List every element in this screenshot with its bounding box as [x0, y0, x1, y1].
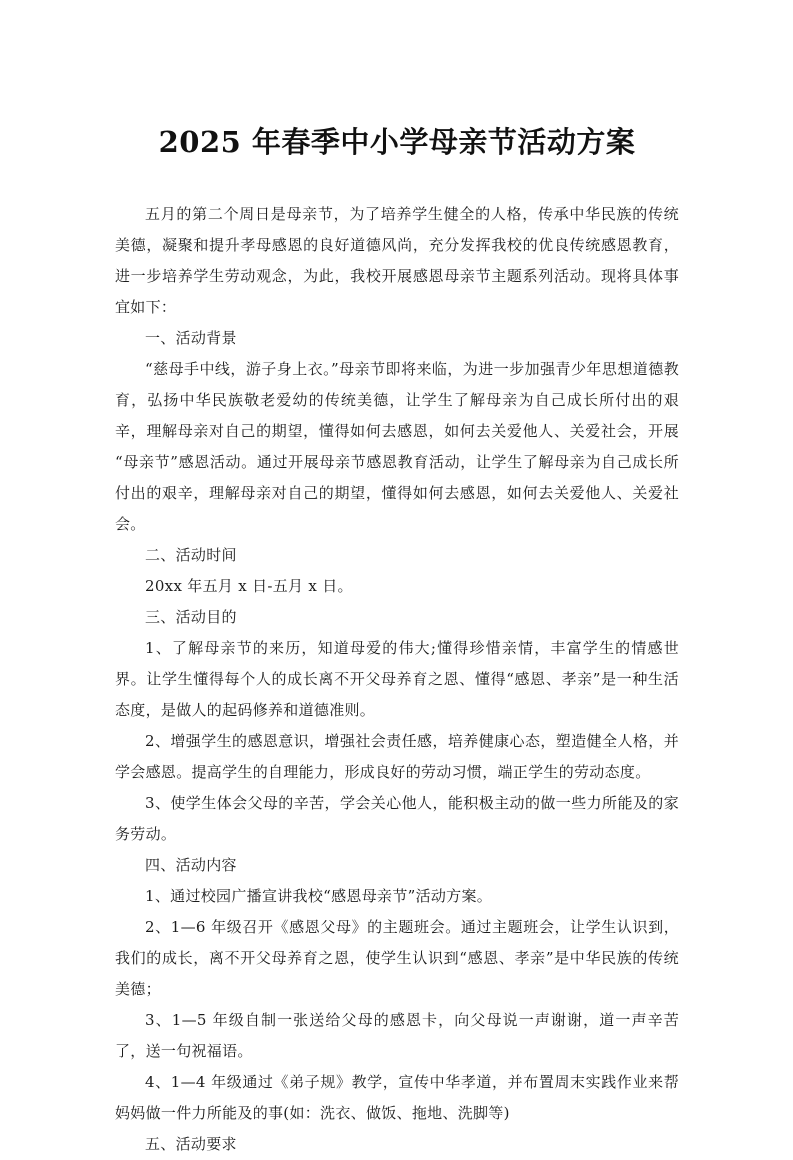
document-title: 2025 年春季中小学母亲节活动方案 [158, 125, 636, 159]
paragraph: 3、1—5 年级自制一张送给父母的感恩卡，向父母说一声谢谢，道一声辛苦了，送一句祝福语。 [115, 1011, 679, 1060]
paragraph: 2、1—6 年级召开《感恩父母》的主题班会。通过主题班会，让学生认识到，我们的成长，离不开父母养育之恩，使学生认识到“感恩、孝亲”是中华民族的传统美德； [115, 918, 679, 998]
paragraph: 1、通过校园广播宣讲我校“感恩母亲节”活动方案。 [145, 887, 493, 905]
paragraph: 1、了解母亲节的来历，知道母爱的伟大;懂得珍惜亲情，丰富学生的情感世界。让学生懂得每个人的成长离不开父母养育之恩、懂得“感恩、孝亲”是一种生活态度，是做人的起码修养和道德准则。 [115, 639, 679, 719]
section-heading: 五、活动要求 [145, 1135, 237, 1153]
paragraph: 2、增强学生的感恩意识，增强社会责任感，培养健康心态，塑造健全人格，并学会感恩。提高学生的自理能力，形成良好的劳动习惯，端正学生的劳动态度。 [115, 732, 679, 781]
section-heading: 二、活动时间 [145, 546, 237, 564]
paragraph: 4、1—4 年级通过《弟子规》教学，宣传中华孝道，并布置周末实践作业来帮妈妈做一件力所能及的事(如：洗衣、做饭、拖地、洗脚等) [115, 1073, 679, 1122]
paragraph: 3、使学生体会父母的辛苦，学会关心他人，能积极主动的做一些力所能及的家务劳动。 [115, 794, 679, 843]
paragraph: 20xx 年五月 x 日-五月 x 日。 [145, 577, 353, 595]
document-body [115, 199, 679, 1160]
paragraph: “慈母手中线，游子身上衣。”母亲节即将来临，为进一步加强青少年思想道德教育，弘扬中华民族敬老爱幼的传统美德，让学生了解母亲为自己成长所付出的艰辛，理解母亲对自己的期望，懂得如何去感恩，如何去关爱他人、关爱社会，开展“母亲节”感恩活动。通过开展母亲节感恩教育活动，让学生了解母亲为自己成长所付出的艰辛，理解母亲对自己的期望，懂得如何去感恩，如何去关爱他人、关爱社会。 [115, 360, 679, 533]
section-heading: 三、活动目的 [145, 608, 237, 626]
paragraph: 五月的第二个周日是母亲节，为了培养学生健全的人格，传承中华民族的传统美德，凝聚和提升孝母感恩的良好道德风尚，充分发挥我校的优良传统感恩教育，进一步培养学生劳动观念，为此，我校开展感恩母亲节主题系列活动。现将具体事宜如下： [115, 205, 679, 316]
section-heading: 四、活动内容 [145, 856, 237, 874]
section-heading: 一、活动背景 [145, 329, 237, 347]
